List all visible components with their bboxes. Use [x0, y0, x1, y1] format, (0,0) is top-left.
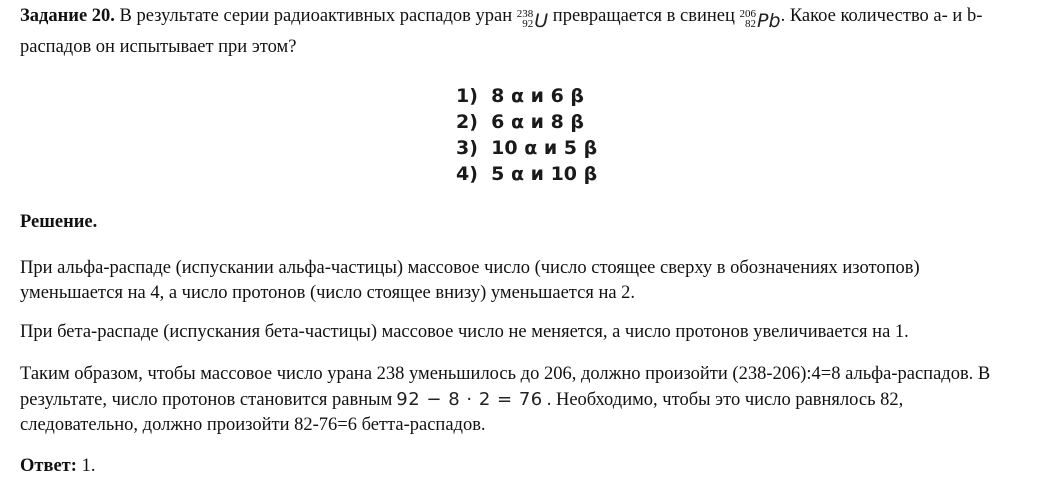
- solution-p3-text-a: Таким образом, чтобы массовое число урана 238 уменьшилось до 206, должно произойти (238-206):4=8 альфа-распадов. В результате, число протонов становится равным: [20, 364, 991, 410]
- task-text-2: превращается в свинец: [548, 6, 740, 26]
- answer-value: 1.: [76, 456, 96, 476]
- option-2: 2) 6 α и 8 β: [456, 111, 584, 133]
- uranium-symbol: U: [534, 10, 549, 32]
- uranium-charge: 92: [522, 18, 534, 30]
- lead-charge: 82: [745, 18, 757, 30]
- option-1: 1) 8 α и 6 β: [456, 85, 584, 107]
- solution-paragraph-1: При альфа-распаде (испускании альфа-частицы) массовое число (число стоящее сверху в обозначениях изотопов) уменьшается на 4, а число протонов (число стоящее внизу) уменьшается на 2.: [20, 258, 920, 303]
- lead-symbol: Pb: [757, 10, 781, 32]
- task-text-1: В результате серии радиоактивных распадов уран: [114, 6, 517, 26]
- task-statement: [20, 4, 1020, 60]
- proton-formula: 92 − 8 · 2 = 76: [396, 389, 543, 410]
- uranium-mass: 238: [516, 8, 534, 20]
- answer-line: [20, 454, 1020, 479]
- uranium-isotope: [517, 9, 548, 35]
- lead-mass: 206: [739, 8, 757, 20]
- solution-p3-text-b: . Необходимо, чтобы это число равнялось 82, следовательно, должно произойти 82-76=6 бетта-распадов.: [20, 390, 904, 435]
- lead-isotope: [740, 9, 781, 35]
- answer-label: Ответ:: [20, 456, 77, 476]
- task-label: Задание 20.: [20, 6, 115, 26]
- solution-paragraph-3: [20, 362, 1020, 438]
- option-3: 3) 10 α и 5 β: [456, 137, 598, 159]
- solution-paragraph-2: При бета-распаде (испускания бета-частицы) массовое число не меняется, а число протонов увеличивается на 1.: [20, 322, 909, 342]
- task-text-3: . Какое количество а- и b-распадов он испытывает при этом?: [20, 6, 983, 57]
- answer-options: [456, 83, 597, 187]
- option-4: 4) 5 α и 10 β: [456, 163, 598, 185]
- solution-heading: Решение.: [20, 212, 98, 232]
